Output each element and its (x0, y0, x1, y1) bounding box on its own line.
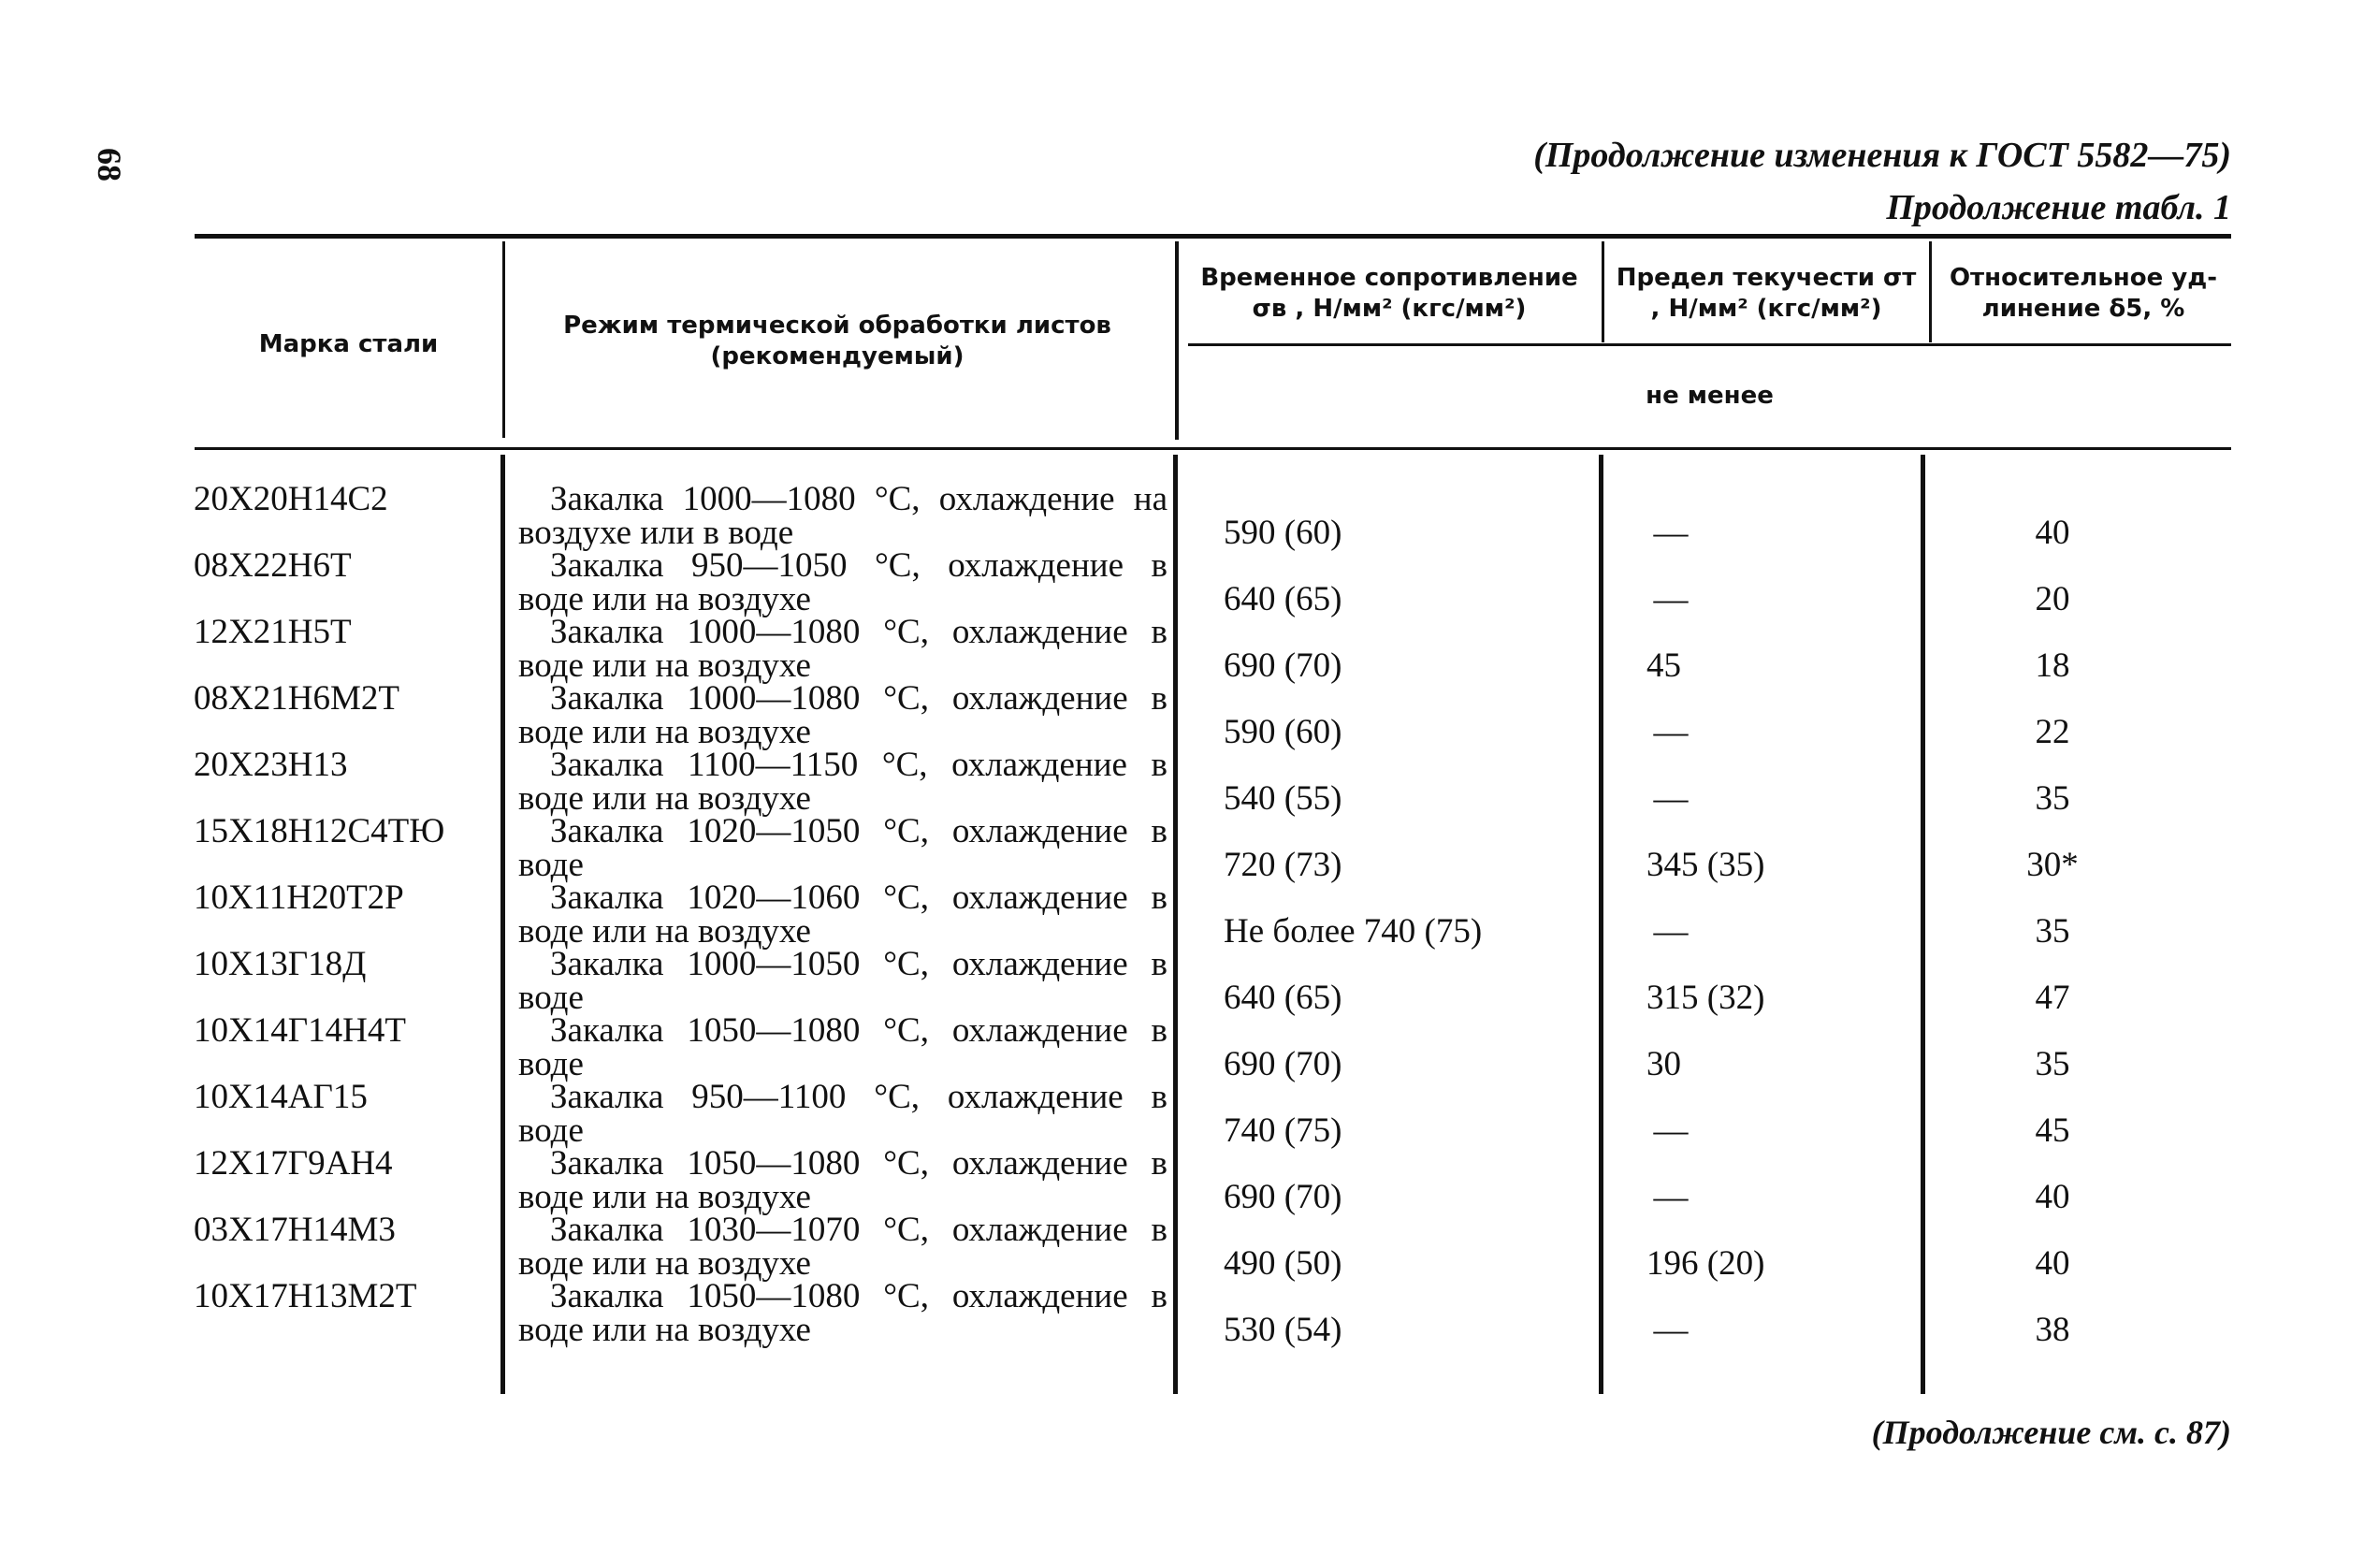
yield-strength: — (1653, 713, 1689, 751)
tensile-strength: Не более 740 (75) (1224, 912, 1483, 951)
elongation: 38 (2035, 1311, 2070, 1349)
tensile-strength: 590 (60) (1224, 514, 1342, 552)
yield-strength: — (1653, 1311, 1689, 1349)
treatment-mode-line1: Закалка 1050—1080 °С, охлаждение в (550, 1147, 1167, 1181)
body-divider (1173, 455, 1178, 1394)
yield-strength: 196 (20) (1646, 1244, 1765, 1283)
treatment-mode-line2: воде (518, 979, 584, 1017)
steel-grade: 08Х22Н6Т (194, 546, 352, 585)
treatment-mode-line1: Закалка 1020—1060 °С, охлаждение в (550, 881, 1167, 915)
column-header-not-less: не менее (1646, 382, 1774, 410)
elongation: 22 (2035, 713, 2070, 751)
treatment-mode-line2: воде (518, 1111, 584, 1150)
tensile-strength: 720 (73) (1224, 846, 1342, 884)
elongation: 35 (2035, 779, 2070, 818)
elongation: 40 (2035, 514, 2070, 552)
elongation: 47 (2035, 979, 2070, 1017)
steel-grade: 10Х17Н13М2Т (194, 1277, 417, 1315)
tensile-strength: 690 (70) (1224, 1178, 1342, 1216)
body-divider (1921, 455, 1925, 1394)
treatment-mode-line2: воде или на воздухе (518, 1244, 811, 1283)
table-top-rule (195, 234, 2231, 239)
steel-grade: 10Х11Н20Т2Р (194, 878, 404, 917)
treatment-mode-line2: воздухе или в воде (518, 514, 794, 552)
steel-grade: 20Х20Н14С2 (194, 480, 388, 518)
column-header-mode: Режим термической обработки листов (рекомендуемый) (563, 312, 1111, 370)
yield-strength: — (1653, 779, 1689, 818)
tensile-strength: 640 (65) (1224, 580, 1342, 618)
treatment-mode-line1: Закалка 1050—1080 °С, охлаждение в (550, 1014, 1167, 1048)
steel-grade: 12Х21Н5Т (194, 613, 352, 651)
tensile-strength: 590 (60) (1224, 713, 1342, 751)
column-header-elongation: Относительное уд- линение δ5, % (1949, 264, 2218, 323)
elongation: 45 (2035, 1111, 2070, 1150)
tensile-strength: 540 (55) (1224, 779, 1342, 818)
steel-grade: 10Х14АГ15 (194, 1078, 368, 1116)
yield-strength: — (1653, 514, 1689, 552)
yield-strength: 345 (35) (1646, 846, 1765, 884)
steel-grade: 08Х21Н6М2Т (194, 679, 399, 718)
continuation-header: (Продолжение изменения к ГОСТ 5582—75) (1533, 136, 2231, 175)
treatment-mode-line1: Закалка 1030—1070 °С, охлаждение в (550, 1213, 1167, 1247)
header-divider (1929, 241, 1932, 342)
elongation: 35 (2035, 1045, 2070, 1083)
steel-grade: 10Х14Г14Н4Т (194, 1011, 406, 1050)
steel-grade: 10Х13Г18Д (194, 945, 367, 983)
treatment-mode-line2: воде (518, 846, 584, 884)
treatment-mode-line2: воде или на воздухе (518, 1178, 811, 1216)
yield-strength: — (1653, 1178, 1689, 1216)
yield-strength: — (1653, 912, 1689, 951)
yield-strength: — (1653, 1111, 1689, 1150)
header-divider (1602, 241, 1604, 342)
elongation: 18 (2035, 646, 2070, 685)
elongation: 40 (2035, 1178, 2070, 1216)
tensile-strength: 640 (65) (1224, 979, 1342, 1017)
header-divider (502, 241, 505, 438)
treatment-mode-line2: воде или на воздухе (518, 1311, 811, 1349)
continuation-footer: (Продолжение см. с. 87) (1871, 1414, 2231, 1451)
treatment-mode-line2: воде или на воздухе (518, 646, 811, 685)
header-bottom-rule (195, 447, 2231, 450)
treatment-mode-line2: воде или на воздухе (518, 912, 811, 951)
column-header-grade: Марка стали (258, 330, 439, 358)
treatment-mode-line1: Закалка 1000—1080 °С, охлаждение на (550, 483, 1167, 516)
treatment-mode-line2: воде или на воздухе (518, 580, 811, 618)
treatment-mode-line2: воде (518, 1045, 584, 1083)
elongation: 35 (2035, 912, 2070, 951)
treatment-mode-line1: Закалка 1000—1080 °С, охлаждение в (550, 616, 1167, 649)
treatment-mode-line2: воде или на воздухе (518, 713, 811, 751)
treatment-mode-line1: Закалка 950—1100 °С, охлаждение в (550, 1081, 1167, 1114)
body-divider (1599, 455, 1603, 1394)
column-header-tensile: Временное сопротивление σв , Н/мм² (кгс/мм²) (1200, 264, 1578, 323)
elongation: 20 (2035, 580, 2070, 618)
treatment-mode-line1: Закалка 1000—1050 °С, охлаждение в (550, 948, 1167, 981)
steel-grade: 03Х17Н14М3 (194, 1211, 396, 1249)
yield-strength: 315 (32) (1646, 979, 1765, 1017)
tensile-strength: 690 (70) (1224, 646, 1342, 685)
yield-strength: 45 (1646, 646, 1681, 685)
treatment-mode-line1: Закалка 1050—1080 °С, охлаждение в (550, 1280, 1167, 1314)
yield-strength: — (1653, 580, 1689, 618)
steel-grade: 20Х23Н13 (194, 746, 348, 784)
page-number: 68 (91, 148, 128, 181)
yield-strength: 30 (1646, 1045, 1681, 1083)
elongation: 30* (2026, 846, 2079, 884)
treatment-mode-line2: воде или на воздухе (518, 779, 811, 818)
tensile-strength: 690 (70) (1224, 1045, 1342, 1083)
tensile-strength: 530 (54) (1224, 1311, 1342, 1349)
column-header-yield: Предел текучести σт , Н/мм² (кгс/мм²) (1616, 264, 1917, 323)
steel-grade: 15Х18Н12С4ТЮ (194, 812, 445, 850)
treatment-mode-line1: Закалка 1020—1050 °С, охлаждение в (550, 815, 1167, 849)
treatment-mode-line1: Закалка 950—1050 °С, охлаждение в (550, 549, 1167, 583)
subheader-rule (1188, 343, 2231, 346)
header-divider (1175, 241, 1179, 440)
treatment-mode-line1: Закалка 1000—1080 °С, охлаждение в (550, 682, 1167, 716)
elongation: 40 (2035, 1244, 2070, 1283)
treatment-mode-line1: Закалка 1100—1150 °С, охлаждение в (550, 748, 1167, 782)
tensile-strength: 740 (75) (1224, 1111, 1342, 1150)
tensile-strength: 490 (50) (1224, 1244, 1342, 1283)
body-divider (500, 455, 505, 1394)
steel-grade: 12Х17Г9АН4 (194, 1144, 393, 1183)
table-continuation-label: Продолжение табл. 1 (1886, 188, 2231, 227)
